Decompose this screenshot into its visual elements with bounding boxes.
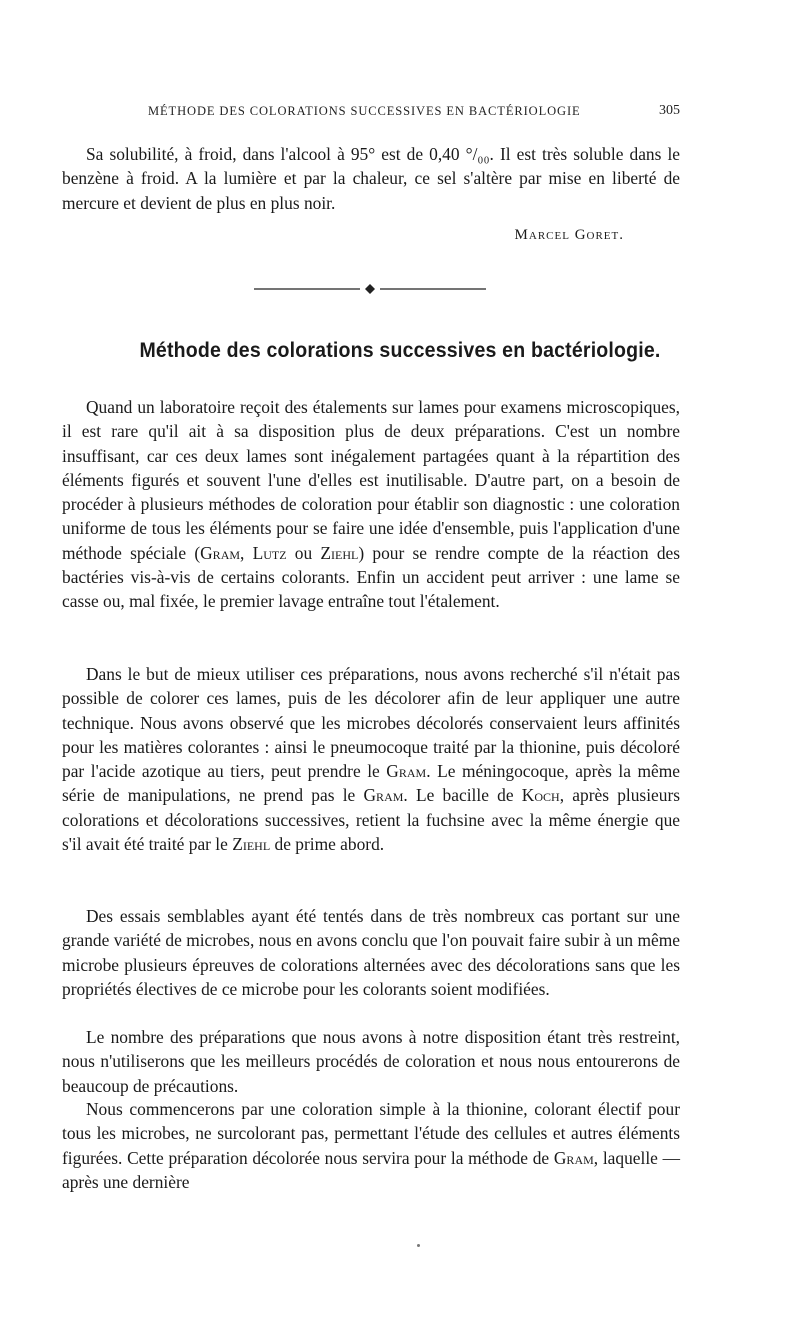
article-paragraph-4	[62, 1025, 680, 1098]
paragraph-text: , laquelle — après une dernière	[62, 1147, 680, 1192]
paragraph-text: Quand un laboratoire reçoit des étalements sur lames pour examens microscopiques, il est rare qu'il ait à sa disposition plus de deux préparations. C'est un nombre insuffisant, car ces deux lames sont inégalement partagées quant à la répartition des éléments figurés et souvent l'une d'elles est inutilisable. D'autre part, on a besoin de procéder à plusieurs méthodes de coloration pour établir son diagnostic : une coloration uniforme de tous les éléments pour se faire une idée d'ensemble, puis l'application d'une méthode spéciale (	[62, 397, 680, 563]
section-divider-ornament	[254, 283, 486, 295]
paragraph-text: ,	[240, 542, 253, 563]
paper-speck	[417, 1244, 420, 1247]
intro-paragraph: Sa solubilité, à froid, dans l'alcool à 95° est de 0,40 °/₀₀. Il est très soluble dans le benzène à froid. A la lumière et par la chaleur, ce sel s'altère par mise en liberté de mercure et devient de plus en plus noir.	[62, 144, 680, 213]
proper-name: Ziehl	[320, 542, 359, 563]
article-paragraph-2	[62, 662, 680, 856]
proper-name: Koch	[521, 785, 560, 806]
article-title: Méthode des colorations successives en bactériologie.	[139, 339, 661, 362]
diamond-icon	[365, 284, 375, 294]
paragraph-text: , après plusieurs colorations et décolorations successives, retient la fuchsine avec la même énergie que s'il avait été traité par le	[62, 785, 681, 855]
proper-name: Lutz	[252, 542, 287, 563]
paragraph-text: . Le bacille de	[403, 785, 522, 806]
author-signature: Marcel Goret.	[514, 227, 624, 243]
article-paragraph-3	[62, 904, 680, 1001]
paragraph-text: Dans le but de mieux utiliser ces préparations, nous avons recherché s'il n'était pas possible de colorer ces lames, puis de les décolorer afin de leur appliquer une autre technique. Nous avons observé que les microbes décolorés conservaient leurs affinités pour les matières colorantes : ainsi le pneumocoque traité par la thionine, puis décoloré par l'acide azotique au tiers, peut prendre le	[62, 664, 680, 782]
paragraph-text: Nous commencerons par une coloration simple à la thionine, colorant électif pour tous les microbes, ne surcolorant pas, permettant l'étude des cellules et autres éléments figurées. Cette préparation décolorée nous servira pour la méthode de	[62, 1099, 680, 1168]
running-title: MÉTHODE DES COLORATIONS SUCCESSIVES EN BACTÉRIOLOGIE	[148, 104, 581, 118]
proper-name: Gram	[363, 785, 404, 806]
paragraph-text: . Le méningocoque, après la même série de manipulations, ne prend pas le	[62, 761, 680, 806]
paragraph-text: ou	[286, 542, 321, 563]
proper-name: Ziehl	[232, 834, 271, 855]
paragraph-text: Des essais semblables ayant été tentés dans de très nombreux cas portant sur une grande variété de microbes, nous en avons conclu que l'on pouvait faire subir à un même microbe plusieurs épreuves de colorations alternées avec des décolorations sans que les propriétés électives de ce microbe pour les colorants soient modifiées.	[62, 906, 680, 999]
paragraph-text: de prime abord.	[270, 834, 385, 855]
proper-name: Gram	[386, 761, 427, 782]
article-paragraph-1	[62, 395, 680, 614]
article-paragraph-5	[62, 1097, 680, 1194]
page-number: 305	[659, 103, 680, 118]
proper-name: Gram	[553, 1147, 594, 1168]
paragraph-text: Le nombre des préparations que nous avons à notre disposition étant très restreint, nous n'utiliserons que les meilleurs procédés de coloration et nous nous entourerons de beaucoup de précautions.	[62, 1027, 680, 1096]
proper-name: Gram	[200, 542, 241, 563]
running-header	[60, 100, 680, 124]
paragraph-text: ) pour se rendre compte de la réaction des bactéries vis-à-vis de certains colorants. Enfin un accident peut arriver : une lame se casse ou, mal fixée, le premier lavage entraîne tout l'étalement.	[62, 542, 681, 612]
